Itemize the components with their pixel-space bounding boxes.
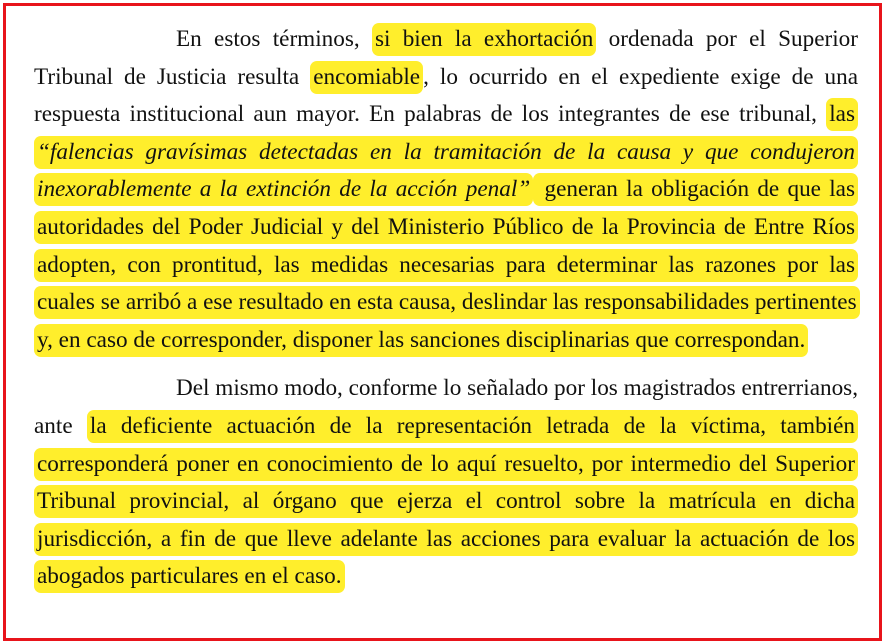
highlighted-text: encomiable xyxy=(310,61,423,94)
highlighted-text: generan la obligación de que las autoridades del Poder Judicial y del Ministerio Público de la Provincia de Entre Ríos adopten, con prontitud, las medidas necesarias para determinar las razones por las cuales se arribó a ese resultado en esta causa, deslindar las responsabilidades pertinentes y, en caso de corresponder, disponer las sanciones disciplinarias que correspondan. xyxy=(34,173,860,356)
text-segment: Del mismo modo, conforme lo señalado por los magistrados entrerrianos, ante xyxy=(34,375,858,439)
text-segment: ordenada por el Superior Tribunal de Justicia resulta xyxy=(34,26,858,90)
document-body xyxy=(34,21,858,596)
text-segment: En estos términos, xyxy=(176,26,372,52)
paragraph-2 xyxy=(34,370,858,596)
highlighted-text: las xyxy=(826,98,858,131)
text-segment: , lo ocurrido en el expediente exige de una respuesta institucional aun mayor. En palabras de los integrantes de ese tribunal, xyxy=(34,63,858,128)
highlighted-quote: “falencias gravísimas detectadas en la tramitación de la causa y que condujeron inexorablemente a la extinción de la acción penal” xyxy=(34,136,858,207)
paragraph-1 xyxy=(34,21,858,359)
highlighted-text: la deficiente actuación de la representación letrada de la víctima, también corresponderá poner en conocimiento de lo aquí resuelto, por intermedio del Superior Tribunal provincial, al órgano que ejerza el control sobre la matrícula en dicha jurisdicción, a fin de que lleve adelante las acciones para evaluar la actuación de los abogados particulares en el caso. xyxy=(34,410,858,593)
highlighted-text: si bien la exhortación xyxy=(372,23,596,56)
